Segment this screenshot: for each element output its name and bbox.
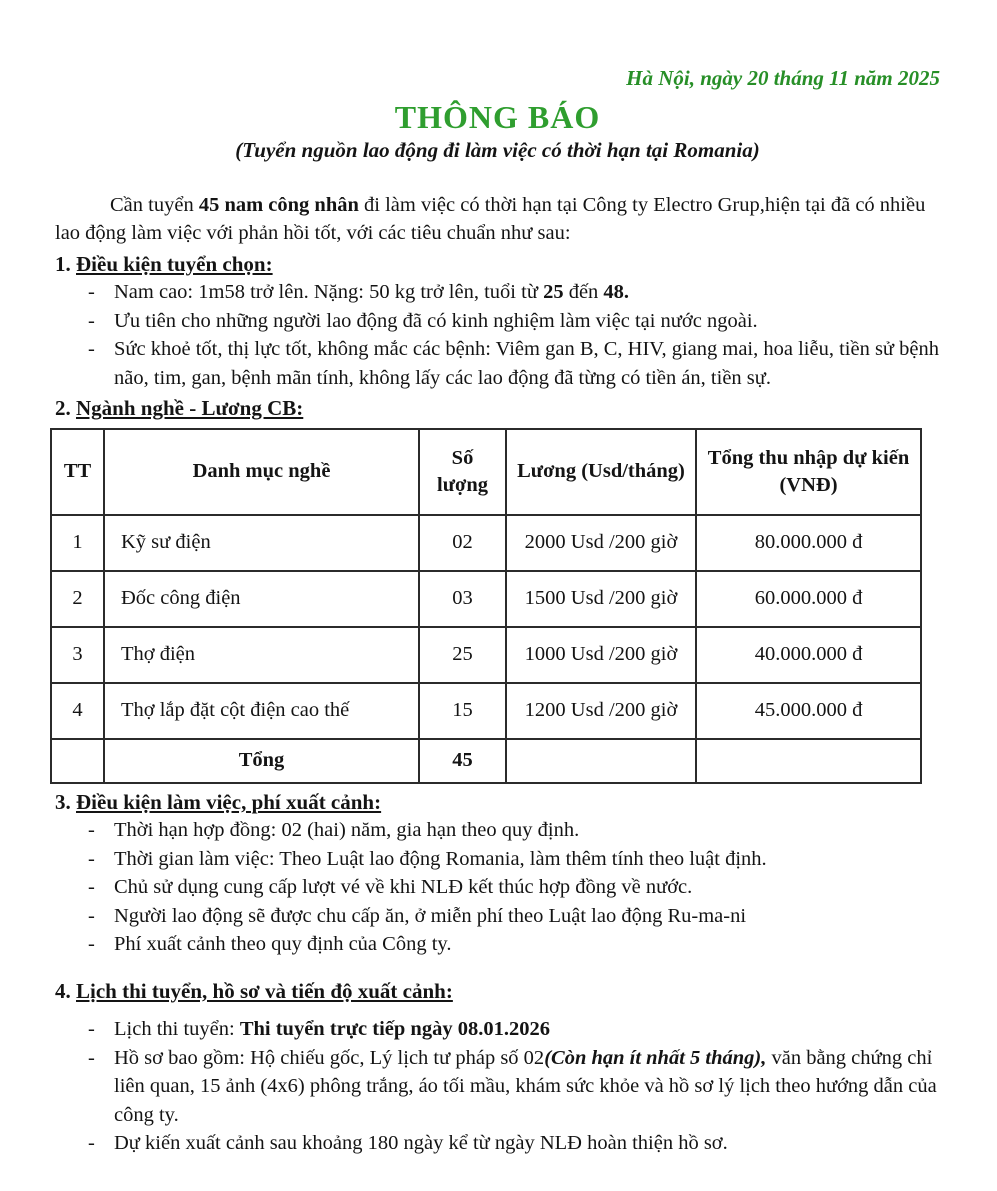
cell-total-qty: 45	[419, 739, 506, 783]
section-4-heading	[55, 977, 940, 1006]
dash-mark: -	[88, 281, 95, 303]
bullet-seg-bold-italic: (Còn hạn ít nhất 5 tháng),	[544, 1046, 767, 1069]
dash-mark: -	[88, 904, 95, 927]
dash-mark: -	[88, 1018, 95, 1040]
section-3-heading-text: Điều kiện làm việc, phí xuất cảnh:	[76, 789, 382, 814]
cell-job: Kỹ sư điện	[104, 515, 419, 571]
bullet-text	[114, 1044, 940, 1130]
bullet-text: Dự kiến xuất cảnh sau khoảng 180 ngày kể từ ngày NLĐ hoàn thiện hồ sơ.	[114, 1132, 728, 1154]
bullet-seg-bold: Thi tuyển trực tiếp ngày 08.01.2026	[239, 1018, 550, 1040]
dash-mark: -	[88, 933, 95, 955]
cell-job: Thợ lắp đặt cột điện cao thế	[104, 683, 419, 739]
table-row	[51, 683, 921, 739]
table-row	[51, 515, 921, 571]
cell-income: 60.000.000 đ	[696, 571, 921, 627]
cell-tt: 3	[51, 627, 104, 683]
dash-mark: -	[88, 309, 95, 332]
section-2-heading	[55, 394, 940, 423]
bullet-text: Phí xuất cảnh theo quy định của Công ty.	[114, 933, 452, 955]
bullet-seg: Lịch thi tuyển:	[114, 1018, 240, 1040]
dash-mark: -	[88, 876, 95, 898]
cell-qty: 03	[419, 571, 506, 627]
bullet-seg: Hồ sơ bao gồm: Hộ chiếu gốc, Lý lịch tư pháp số 02	[114, 1046, 545, 1069]
bullet-text: Sức khoẻ tốt, thị lực tốt, không mắc các bệnh: Viêm gan B, C, HIV, giang mai, hoa liễu, tiền sử bệnh não, tim, gan, bệnh mãn tính, không lấy các lao động đã từng có tiền án, tiền sự.	[114, 338, 940, 389]
bullet-seg: văn bằng chứng chỉ liên quan, 15 ảnh (4x6) phông trắng, áo tối mầu, khám sức khỏe và hồ sơ lý lịch theo hướng dẫn của công ty.	[114, 1046, 937, 1126]
intro-seg2-bold: 45 nam công nhân	[198, 193, 359, 216]
cell-qty: 25	[419, 627, 506, 683]
intro-seg1: Cần tuyển	[110, 193, 199, 216]
section-1-bullet-1	[88, 278, 940, 307]
section-4-bullet-2	[88, 1044, 940, 1130]
doc-title: THÔNG BÁO	[394, 98, 601, 135]
bullet-text	[114, 278, 940, 307]
dash-mark: -	[88, 819, 95, 841]
jobs-table	[50, 428, 922, 784]
bullet-seg: đến	[563, 281, 604, 303]
cell-salary: 2000 Usd /200 giờ	[506, 515, 696, 571]
cell-tt: 4	[51, 683, 104, 739]
table-header-qty: Số lượng	[419, 429, 506, 515]
dash-mark: -	[88, 847, 95, 870]
table-header-salary: Lương (Usd/tháng)	[506, 429, 696, 515]
table-row	[51, 627, 921, 683]
section-4-heading-text: Lịch thi tuyển, hồ sơ và tiến độ xuất cảnh:	[76, 978, 453, 1003]
dash-mark: -	[88, 1132, 95, 1154]
section-3-bullet-5	[88, 930, 940, 959]
section-2-heading-text: Ngành nghề - Lương CB:	[76, 396, 304, 420]
section-3-bullet-3	[88, 873, 940, 902]
cell-tt-empty	[51, 739, 104, 783]
bullet-text: Ưu tiên cho những người lao động đã có kinh nghiệm làm việc tại nước ngoài.	[114, 309, 758, 332]
date-line: Hà Nội, ngày 20 tháng 11 năm 2025	[626, 66, 940, 90]
bullet-text: Thời hạn hợp đồng: 02 (hai) năm, gia hạn theo quy định.	[114, 819, 580, 841]
section-1-bullet-3	[88, 335, 940, 392]
bullet-text: Chủ sử dụng cung cấp lượt vé về khi NLĐ kết thúc hợp đồng về nước.	[114, 876, 693, 898]
section-3-bullet-1	[88, 816, 940, 845]
section-1-heading	[55, 250, 940, 279]
table-header-income: Tổng thu nhập dự kiến (VNĐ)	[696, 429, 921, 515]
dash-mark: -	[88, 1046, 95, 1069]
intro-paragraph	[55, 191, 940, 248]
section-3-bullet-4	[88, 902, 940, 931]
section-3-bullet-2	[88, 845, 940, 874]
cell-qty: 15	[419, 683, 506, 739]
cell-salary: 1500 Usd /200 giờ	[506, 571, 696, 627]
section-3-heading	[55, 788, 940, 817]
table-header-job: Danh mục nghề	[104, 429, 419, 515]
table-row	[51, 571, 921, 627]
section-1-number: 1.	[55, 251, 71, 276]
bullet-text	[114, 1015, 940, 1044]
section-4-number: 4.	[55, 978, 71, 1003]
cell-salary: 1200 Usd /200 giờ	[506, 683, 696, 739]
doc-subtitle: (Tuyển nguồn lao động đi làm việc có thời hạn tại Romania)	[235, 137, 760, 162]
dash-mark: -	[88, 338, 95, 360]
bullet-seg-bold: 48.	[603, 281, 630, 303]
bullet-seg: Nam cao: 1m58 trở lên. Nặng: 50 kg trở lên, tuổi từ	[114, 281, 544, 303]
table-header-row	[51, 429, 921, 515]
section-2-number: 2.	[55, 396, 71, 420]
section-3-number: 3.	[55, 789, 71, 814]
cell-salary-empty	[506, 739, 696, 783]
cell-income: 80.000.000 đ	[696, 515, 921, 571]
cell-total-label: Tổng	[104, 739, 419, 783]
cell-income-empty	[696, 739, 921, 783]
table-header-tt: TT	[51, 429, 104, 515]
cell-job: Đốc công điện	[104, 571, 419, 627]
intro-seg3: đi làm việc có thời hạn tại Công ty Electro Grup,hiện tại đã có nhiều lao động làm việc với phản hồi tốt, với các tiêu chuẩn như sau:	[55, 193, 926, 244]
table-total-row	[51, 739, 921, 783]
section-4-bullet-1	[88, 1015, 940, 1044]
section-1-heading-text: Điều kiện tuyển chọn:	[76, 251, 273, 276]
cell-tt: 1	[51, 515, 104, 571]
cell-income: 45.000.000 đ	[696, 683, 921, 739]
cell-qty: 02	[419, 515, 506, 571]
bullet-seg-bold: 25	[543, 281, 564, 303]
cell-tt: 2	[51, 571, 104, 627]
bullet-text: Người lao động sẽ được chu cấp ăn, ở miễn phí theo Luật lao động Ru-ma-ni	[114, 904, 747, 927]
section-4-bullet-3	[88, 1129, 940, 1158]
cell-salary: 1000 Usd /200 giờ	[506, 627, 696, 683]
cell-income: 40.000.000 đ	[696, 627, 921, 683]
bullet-text: Thời gian làm việc: Theo Luật lao động Romania, làm thêm tính theo luật định.	[114, 847, 767, 870]
section-1-bullet-2	[88, 307, 940, 336]
cell-job: Thợ điện	[104, 627, 419, 683]
